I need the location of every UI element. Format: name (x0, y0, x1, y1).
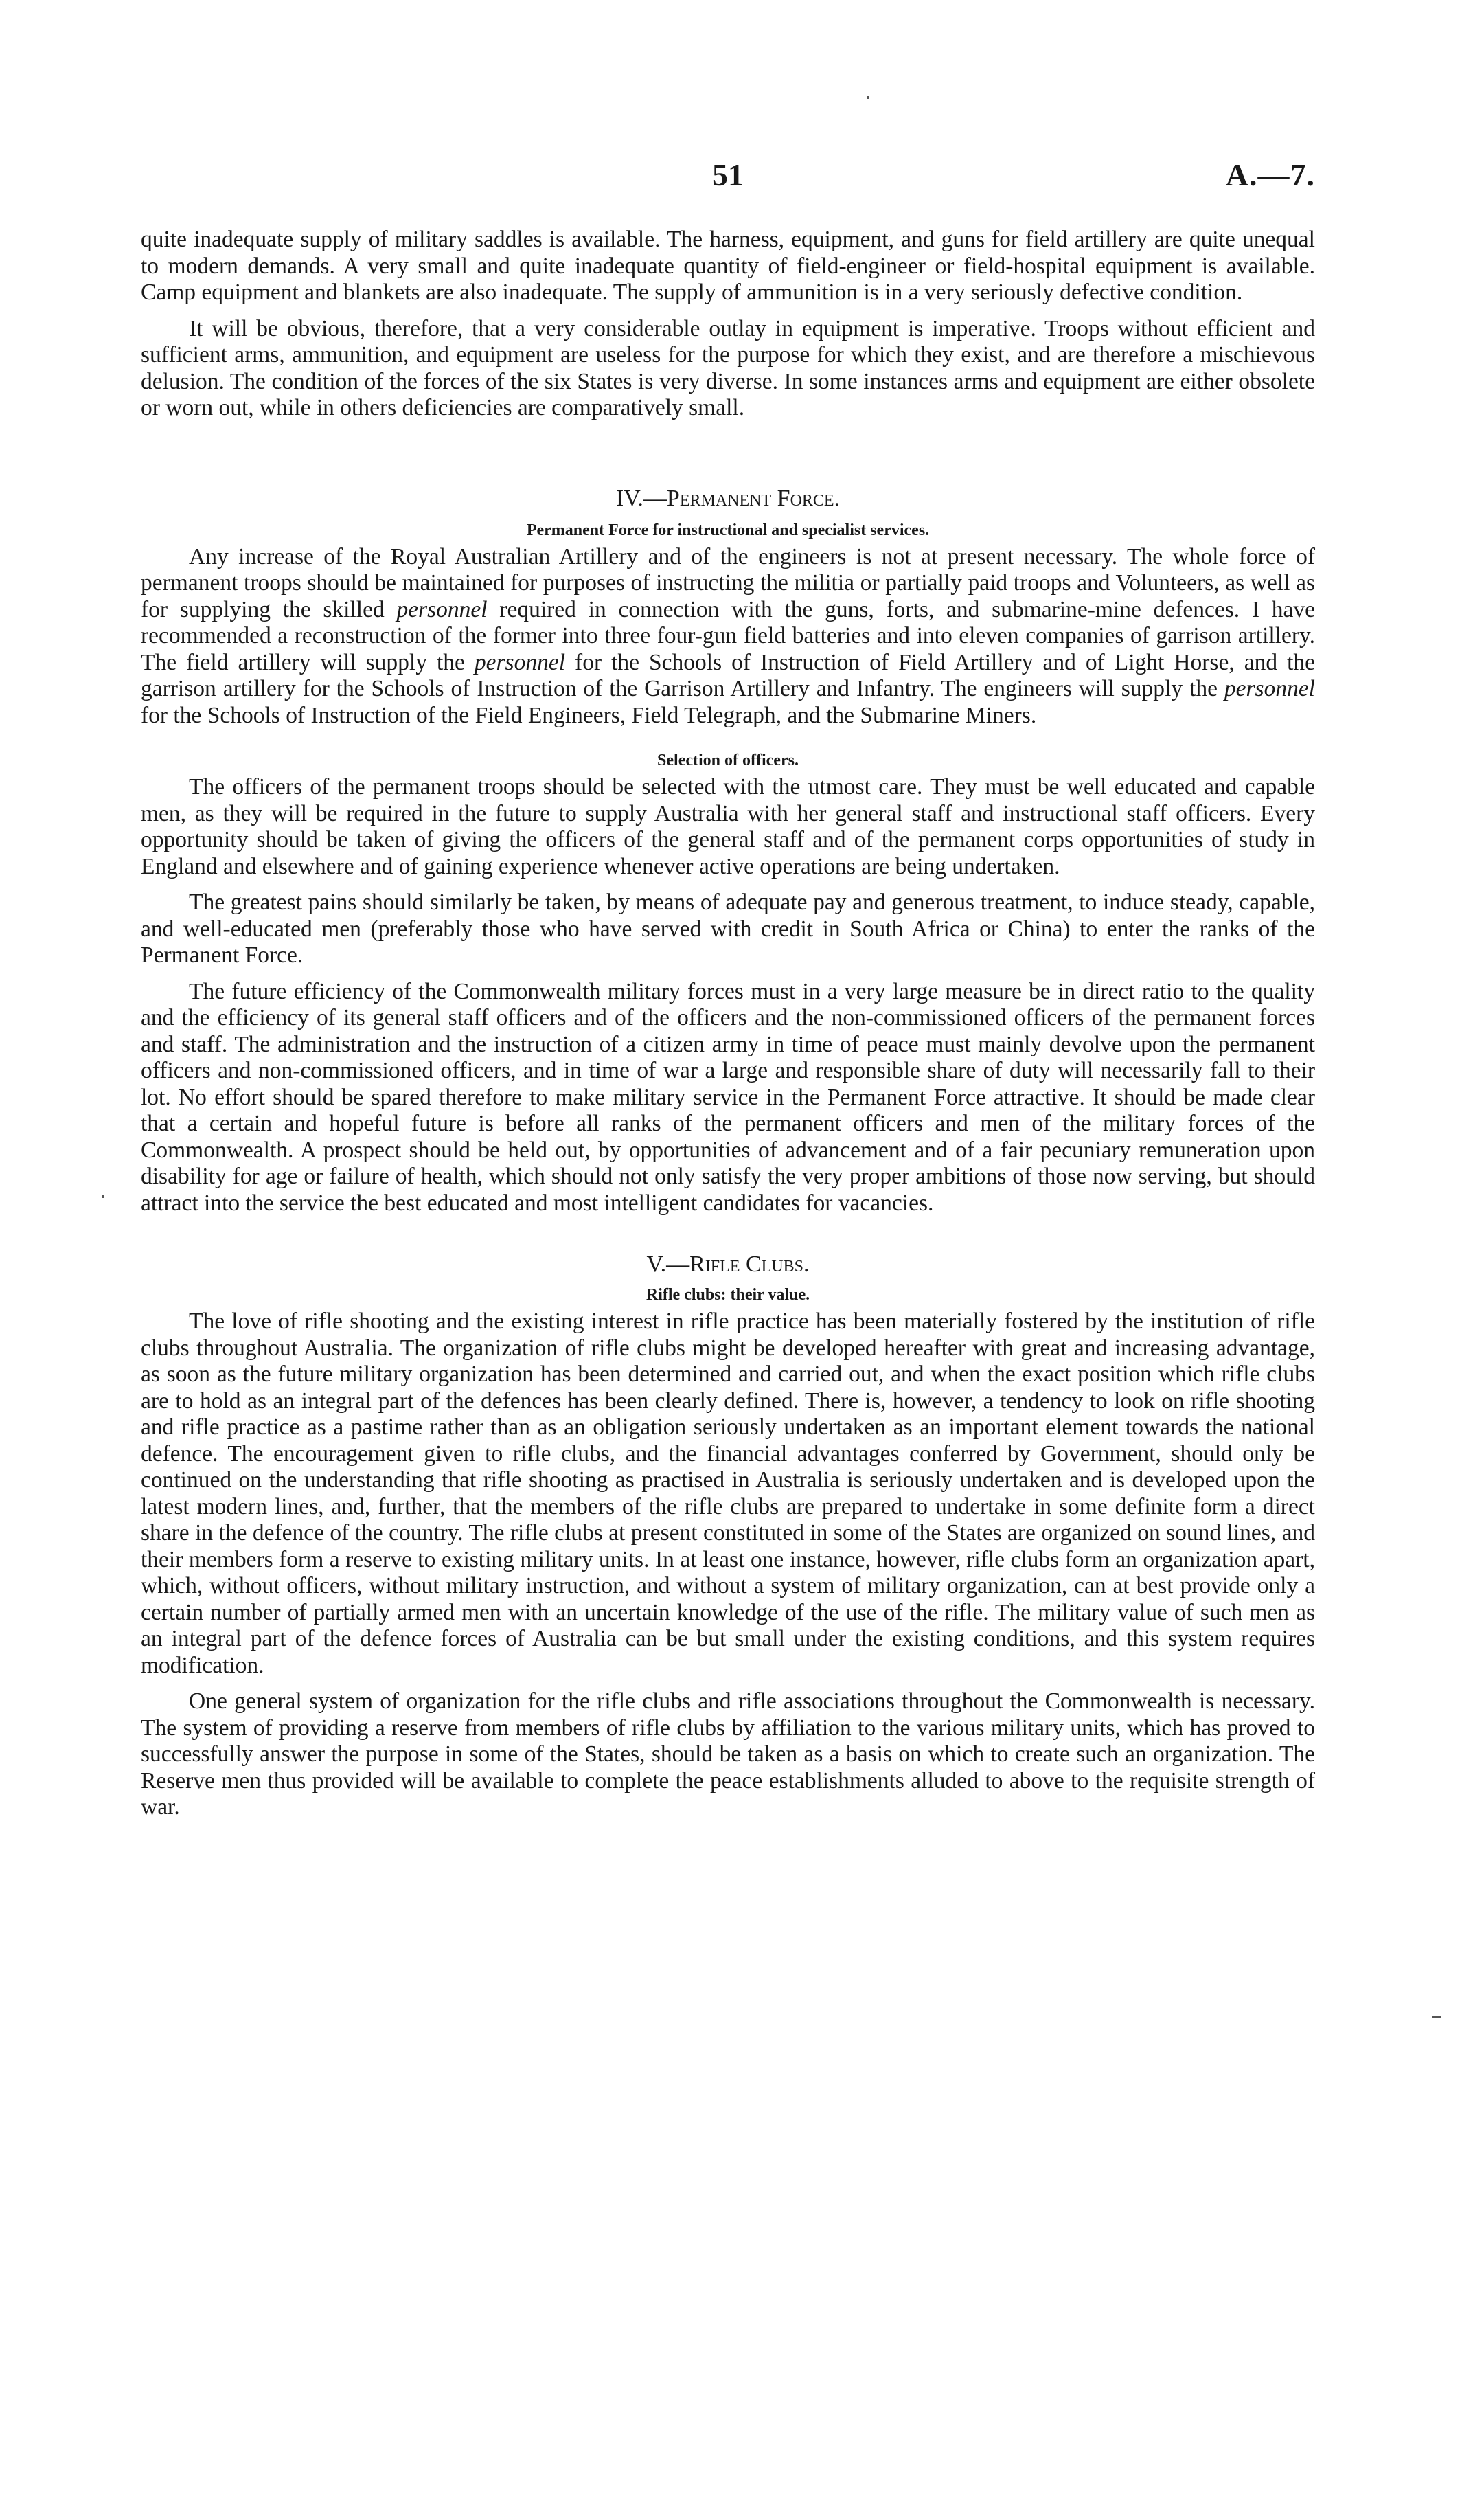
p1-text-b: required in connection with the guns, forts, and submarine-mine defences. I have recommended a reconstruction of the former into three four-gun field batteries and into eleven companies of garrison artillery. The field artillery will supply the (141, 596, 1315, 675)
page-number: 51 (712, 157, 744, 192)
section-v-paragraph-2: One general system of organization for the rifle clubs and rifle associations throughout the Commonwealth is necessary. The system of providing a reserve from members of rifle clubs by affiliation to the various military units, which has proved to successfully answer the purpose in some of the States, should be taken as a basis on which to create such an organization. The Reserve men thus provided will be available to complete the peace establishments alluded to above to the requisite strength of war. (141, 1688, 1315, 1820)
section-iv-subheading-2: Selection of officers. (657, 751, 799, 769)
page-content (141, 227, 1315, 1821)
document-reference: A.—7. (1225, 157, 1315, 192)
intro-paragraph-2: It will be obvious, therefore, that a very considerable outlay in equipment is imperative. Troops without efficient and sufficient arms, ammunition, and equipment are useless for the purpose for which they exist, and are therefore a mischievous delusion. The condition of the forces of the six States is very diverse. In some instances arms and equipment are either obsolete or worn out, while in others deficiencies are comparatively small. (141, 315, 1315, 420)
section-v-subheading-1: Rifle clubs: their value. (646, 1286, 810, 1304)
scan-speck (867, 96, 869, 99)
page-header (141, 157, 1315, 205)
section-iv-paragraph-2: The officers of the permanent troops should be selected with the utmost care. They must be well educated and capable men, as they will be required in the future to supply Australia with her general staff and instructional staff officers. Every opportunity should be taken of giving the officers of the general staff and of the permanent corps opportunities of study in England and elsewhere and of gaining experience whenever active operations are being undertaken. (141, 774, 1315, 879)
section-iv-paragraph-3: The greatest pains should similarly be taken, by means of adequate pay and generous treatment, to induce steady, capable, and well-educated men (preferably those who have served with credit in South Africa or China) to enter the ranks of the Permanent Force. (141, 890, 1315, 968)
scan-speck (1432, 2016, 1441, 2018)
p1-personnel-3: personnel (1224, 676, 1315, 701)
section-iv-paragraph-4: The future efficiency of the Commonwealth military forces must in a very large measure be in direct ratio to the quality and the efficiency of its general staff officers and of the officers and the non-commissioned officers of the permanent forces and staff. The administration and the instruction of a citizen army in time of peace must mainly devolve upon the permanent officers and non-commissioned officers, and in time of war a large and responsible share of duty will necessarily fall to their lot. No effort should be spared therefore to make military service in the Permanent Force attractive. It should be made clear that a certain and hopeful future is before all ranks of the permanent officers and men of the military forces of the Commonwealth. A prospect should be held out, by opportunities of advancement and of a fair pecuniary remuneration upon disability for age or failure of health, which should not only satisfy the very proper ambitions of those now serving, but should attract into the service the best educated and most intelligent candidates for vacancies. (141, 978, 1315, 1216)
p1-text-a: Any increase of the Royal Australian Artillery and of the engineers is not at present necessary. The whole force of permanent troops should be maintained for purposes of instructing the militia or partially paid troops and Volunteers, as well as for supplying the skilled (141, 543, 1315, 622)
section-iv-subheading-1: Permanent Force for instructional and specialist services. (526, 521, 930, 539)
section-v-title: Rifle Clubs. (689, 1252, 810, 1277)
section-v-heading (141, 1251, 1315, 1278)
section-iv-paragraph-1 (141, 544, 1315, 730)
section-v-number: V.— (646, 1252, 690, 1277)
p1-personnel-1: personnel (396, 596, 488, 622)
intro-paragraph-1: quite inadequate supply of military saddles is available. The harness, equipment, and guns for field artillery are quite unequal to modern demands. A very small and quite inadequate quantity of field-engineer or field-hospital equipment is available. Camp equipment and blankets are also inadequate. The supply of ammunition is in a very seriously defective condition. (141, 227, 1315, 305)
p1-personnel-2: personnel (474, 649, 566, 675)
p1-text-d: for the Schools of Instruction of the Field Engineers, Field Telegraph, and the Submarine Miners. (141, 702, 1037, 728)
section-iv-heading (141, 485, 1315, 512)
section-v-paragraph-1: The love of rifle shooting and the existing interest in rifle practice has been materially fostered by the institution of rifle clubs throughout Australia. The organization of rifle clubs might be developed hereafter with great and increasing advantage, as soon as the future military organization has been determined and carried out, and when the exact position which rifle clubs are to hold as an integral part of the defences has been clearly defined. There is, however, a tendency to look on rifle shooting and rifle practice as a pastime rather than as an obligation seriously undertaken as an important element towards the national defence. The encouragement given to rifle clubs, and the financial advantages conferred by Government, should only be continued on the understanding that rifle shooting as practised in Australia is seriously undertaken and is developed upon the latest modern lines, and, further, that the members of the rifle clubs are prepared to undertake in some definite form a direct share in the defence of the country. The rifle clubs at present constituted in some of the States are organized on sound lines, and their members form a reserve to existing military units. In at least one instance, however, rifle clubs form an organization apart, which, without officers, without military instruction, and without a system of military organization, can at best provide only a certain number of partially armed men with an uncertain knowledge of the use of the rifle. The military value of such men as an integral part of the defence forces of Australia can be but small under the existing conditions, and this system requires modification. (141, 1309, 1315, 1678)
scan-speck (102, 1195, 104, 1198)
section-iv-title: Permanent Force. (666, 485, 841, 511)
p1-text-c: for the Schools of Instruction of Field Artillery and of Light Horse, and the garrison artillery for the Schools of Instruction of the Garrison Artillery and Infantry. The engineers will supply the (141, 649, 1315, 701)
section-iv-number: IV.— (615, 485, 667, 511)
